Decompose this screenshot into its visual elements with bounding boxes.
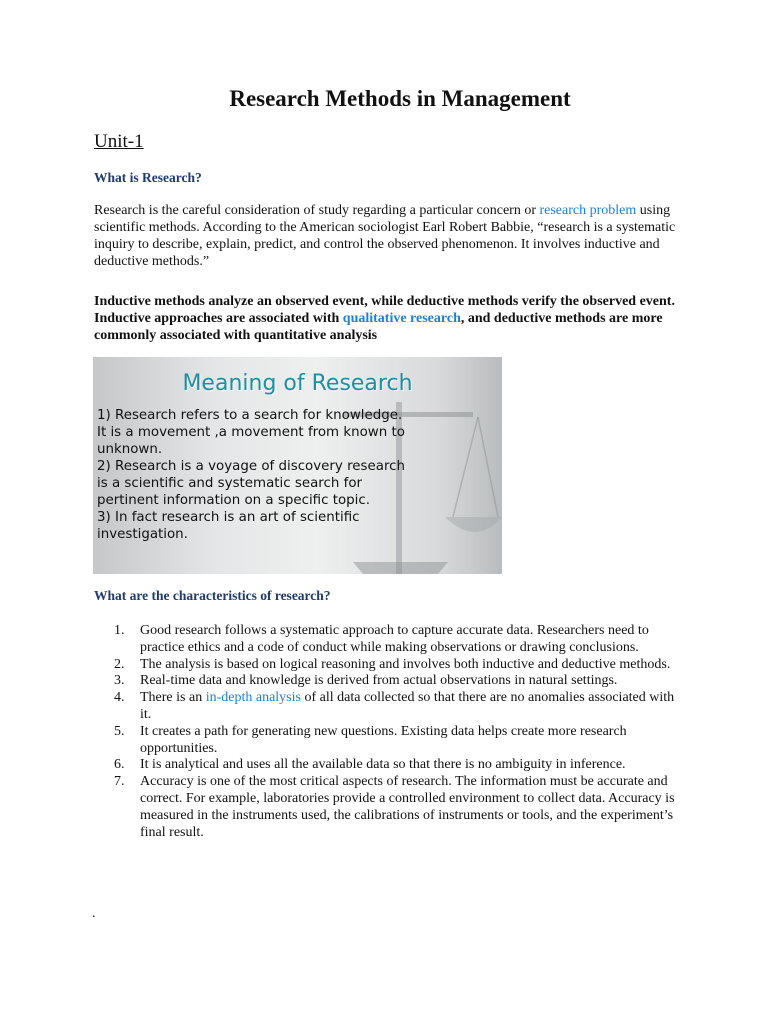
list-item-text: Real-time data and knowledge is derived from actual observations in natural settings. — [140, 673, 618, 689]
list-number: 6. — [114, 757, 125, 773]
paragraph-text: Research is the careful consideration of study regarding a particular concern or — [94, 203, 540, 218]
list-item — [94, 724, 684, 758]
figure-line: investigation. — [97, 527, 188, 542]
unit-heading: Unit-1 — [94, 131, 144, 152]
list-item — [94, 657, 684, 674]
list-number: 3. — [114, 673, 125, 689]
list-item — [94, 757, 684, 774]
figure-line: It is a movement ,a movement from known to — [97, 425, 405, 440]
research-problem-link[interactable]: research problem — [539, 203, 637, 218]
paragraph-text: using scientific methods. According to the American sociologist Earl Robert Babbie, “research is a systematic inquiry to describe, explain, predict, and control the observed phenomenon. It involves inductive and deductive methods.” — [94, 203, 676, 269]
list-item-text: Good research follows a systematic approach to capture accurate data. Researchers need to practice ethics and a code of conduct while making observations or drawing conclusions. — [140, 623, 649, 655]
section-heading-characteristics: What are the characteristics of research? — [94, 588, 331, 603]
figure-line: 1) Research refers to a search for knowledge. — [97, 408, 403, 423]
figure-line: 2) Research is a voyage of discovery research — [97, 459, 406, 474]
list-item-text: It is analytical and uses all the available data so that there is no ambiguity in inference. — [140, 757, 626, 773]
list-item-text: The analysis is based on logical reasoning and involves both inductive and deductive methods. — [140, 656, 671, 672]
list-number: 5. — [114, 723, 125, 739]
paragraph-text: , and deductive methods are more commonly associated with quantitative analysis — [94, 311, 663, 343]
methods-paragraph — [94, 293, 676, 344]
list-number: 2. — [114, 656, 125, 672]
list-item — [94, 623, 684, 657]
research-definition-paragraph — [94, 202, 676, 270]
section-heading-what-is-research: What is Research? — [94, 170, 202, 185]
list-item — [94, 690, 684, 724]
list-number: 4. — [114, 690, 125, 706]
list-item-text: of all data collected so that there are no anomalies associated with it. — [140, 690, 675, 722]
list-item — [94, 774, 684, 841]
figure-line: is a scientific and systematic search for — [97, 476, 363, 491]
figure-title: Meaning of Research — [182, 371, 413, 396]
list-item — [94, 673, 684, 690]
document-title: Research Methods in Management — [229, 86, 571, 111]
figure-line: unknown. — [97, 442, 163, 457]
list-number: 7. — [114, 774, 125, 790]
list-item-text: It creates a path for generating new questions. Existing data helps create more research opportunities. — [140, 723, 627, 756]
characteristics-list — [94, 623, 684, 841]
figure-line: 3) In fact research is an art of scientific — [97, 510, 360, 525]
in-depth-analysis-link[interactable]: in-depth analysis — [205, 690, 301, 706]
trailing-period: . — [92, 906, 96, 921]
list-number: 1. — [114, 623, 125, 638]
figure-line: pertinent information on a specific topic. — [97, 493, 371, 508]
meaning-of-research-figure — [93, 357, 502, 574]
paragraph-text: Inductive methods analyze an observed event, while deductive methods verify the observed event. Inductive approaches are associated with — [94, 294, 675, 326]
figure-text-list — [97, 407, 497, 543]
list-item-text: There is an — [140, 690, 206, 706]
qualitative-research-link[interactable]: qualitative research — [342, 311, 461, 326]
list-item-text: Accuracy is one of the most critical aspects of research. The information must be accurate and correct. For example, laboratories provide a controlled environment to collect data. Accuracy is measured in the instruments used, the calibrations of instruments or tools, and the experiment’s final result. — [140, 774, 675, 840]
